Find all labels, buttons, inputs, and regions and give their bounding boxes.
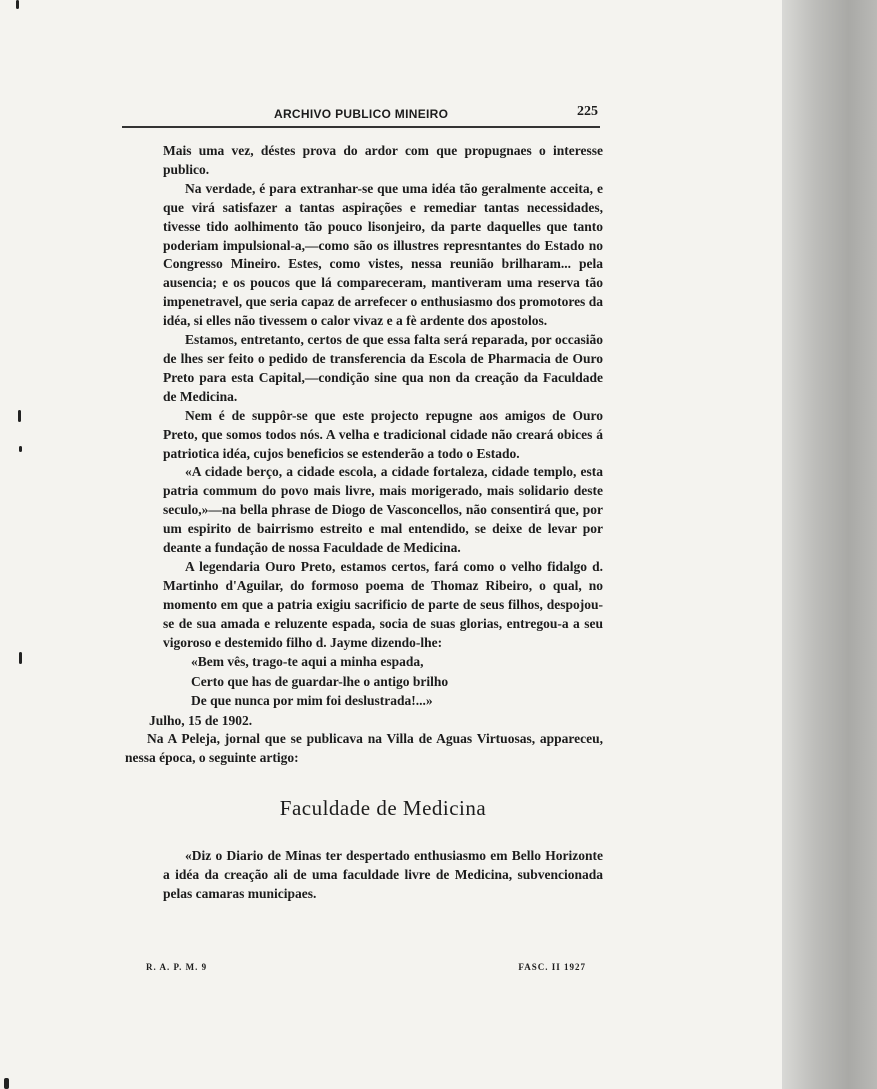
scan-mark [19,652,22,664]
paragraph: «A cidade berço, a cidade escola, a cidade fortaleza, cidade templo, esta patria commum do povo mais livre, mais morigerado, mais solidario deste seculo,»—na bella phrase de Diogo de Vasconcellos, não consentirá que, por um espirito de bairrismo estreito e mal entendido, se deixe de levar por deante a fundação de nossa Faculdade de Medicina. [163,464,603,556]
section-title: Faculdade de Medicina [279,796,487,821]
verse-line: Certo que has de guardar-lhe o antigo brilho [191,673,449,689]
paragraph: A legendaria Ouro Preto, estamos certos, fará como o velho fidalgo d. Martinho d'Aguilar, do formoso poema de Thomaz Ribeiro, o qual, no momento em que a patria exigiu sacrificio de parte de seus filhos, despojou-se de sua amada e reluzente espada, socia de suas glorias, entregou-a a seu vigoroso e destemido filho d. Jayme dizendo-lhe: [163,558,603,650]
paragraph: Na verdade, é para extranhar-se que uma idéa tão geralmente acceita, e que virá satisfazer a tantas aspirações e remediar tantas necessidades, tivesse tido aolhimento tão pouco lisonjeiro, da parte daquelles que tanto poderiam impulsional-a,—como são os illustres represntantes do Estado no Congresso Mineiro. Estes, como vistes, nessa reunião brilharam... pela ausencia; e os poucos que lá compareceram, mantiveram uma reserva tão impenetravel, que seria capaz de arrefecer o enthusiasmo dos promotores da idéa, si elles não tivessem o calor vivaz e a fè ardente dos apostolos. [163,180,603,329]
dateline: Julho, 15 de 1902. [149,712,253,728]
footer-fascicle: FASC. II 1927 [518,962,586,972]
intro-article: Na A Peleja, jornal que se publicava na Villa de Aguas Virtuosas, appareceu, nessa época, o seguinte artigo: [125,731,603,766]
scan-mark [4,1078,9,1089]
scan-mark [16,0,19,9]
footer-signature: R. A. P. M. 9 [146,962,208,972]
page-number: 225 [577,104,598,119]
paragraph: Nem é de suppôr-se que este projecto repugne aos amigos de Ouro Preto, que somos todos nós. A velha e tradicional cidade não creará obices á patriotica idéa, cujos beneficios se estenderão a todo o Estado. [163,407,603,461]
running-title: ARCHIVO PUBLICO MINEIRO [274,107,449,121]
scan-mark [18,410,21,422]
paragraph: Mais uma vez, déstes prova do ardor com que propugnaes o interesse publico. [163,143,603,177]
page-footer [146,962,586,976]
article-paragraph: «Diz o Diario de Minas ter despertado enthusiasmo em Bello Horizonte a idéa da creação ali de uma faculdade livre de Medicina, subvencionada pelas camaras municipaes. [163,848,603,902]
book-binding-edge [782,0,877,1089]
paragraph: Estamos, entretanto, certos de que essa falta será reparada, por occasião de lhes ser feito o pedido de transferencia da Escola de Pharmacia de Ouro Preto para esta Capital,—condição sine qua non da creação da Faculdade de Medicina. [163,332,603,404]
scan-mark [19,446,22,452]
verse-line: «Bem vês, trago-te aqui a minha espada, [191,654,424,670]
page-header [122,104,600,128]
verse-line: De que nunca por mim foi deslustrada!...» [191,693,433,709]
page-body [125,142,603,904]
